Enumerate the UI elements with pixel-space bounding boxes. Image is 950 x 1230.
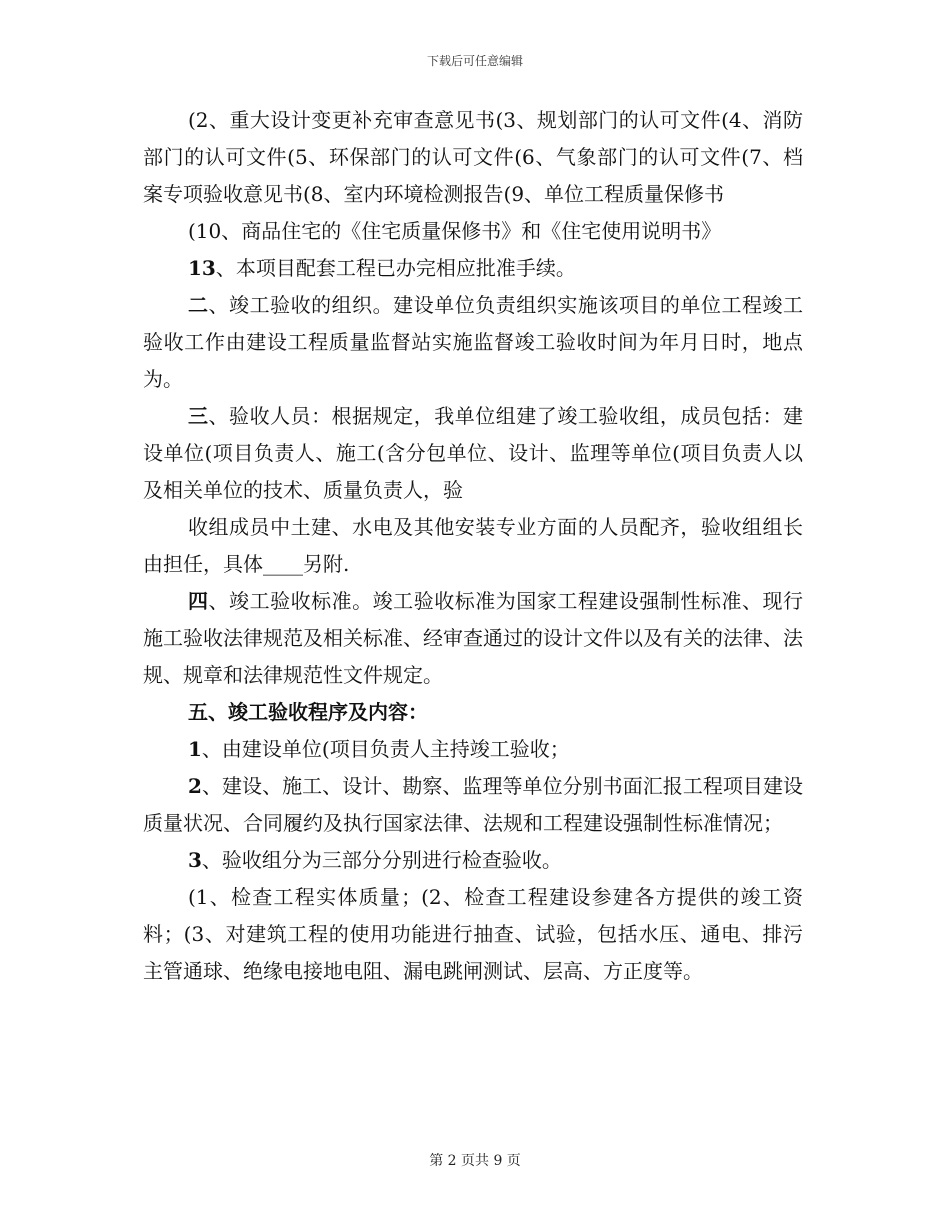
paragraph-approval-documents: (2、重大设计变更补充审查意见书(3、规划部门的认可文件(4、消防部门的认可文件(5、环保部门的认可文件(6、气象部门的认可文件(7、档案专项验收意见书(8、室内环境检测报告(9、单位工程质量保修书	[143, 108, 803, 206]
step-number: 1	[188, 737, 202, 761]
paragraph-item-13	[143, 250, 803, 287]
section-3-personnel	[143, 398, 803, 509]
item-number: 13	[188, 256, 216, 280]
paragraph-text: 、竣工验收的组织。建设单位负责组织实施该项目的单位工程竣工验收工作由建设工程质量监督站实施监督竣工验收时间为年月日时，地点为。	[143, 293, 804, 391]
page-footer: 第 2 页共 9 页	[429, 1153, 521, 1169]
document-body	[143, 102, 803, 990]
step-number: 2	[188, 774, 202, 798]
paragraph-team-members: 收组成员中土建、水电及其他安装专业方面的人员配齐，验收组组长由担任，具体____另附.	[143, 515, 803, 576]
page-header: 下载后可任意编辑	[426, 54, 523, 68]
paragraph-text: 、建设、施工、设计、勘察、监理等单位分别书面汇报工程项目建设质量状况、合同履约及执行国家法律、法规和工程建设强制性标准情况；	[143, 774, 803, 835]
paragraph-text: 、验收人员：根据规定，我单位组建了竣工验收组，成员包括：建设单位(项目负责人、施工(含分包单位、设计、监理等单位(项目负责人以及相关单位的技术、质量负责人，验	[143, 404, 804, 502]
paragraph-text: 、由建设单位(项目负责人主持竣工验收；	[201, 737, 570, 761]
step-1	[143, 731, 803, 768]
section-number: 三	[188, 404, 209, 428]
section-number: 四	[188, 589, 209, 613]
section-4-standards	[143, 583, 803, 694]
step-2	[143, 768, 803, 842]
section-number: 二	[188, 293, 209, 317]
step-3	[143, 842, 803, 879]
paragraph-text: 、竣工验收标准。竣工验收标准为国家工程建设强制性标准、现行施工验收法律规范及相关标准、经审查通过的设计文件以及有关的法律、法规、规章和法律规范性文件规定。	[143, 589, 804, 687]
paragraph-text: 、本项目配套工程已办完相应批准手续。	[215, 256, 576, 280]
paragraph-inspection-items: (1、检查工程实体质量；(2、检查工程建设参建各方提供的竣工资料；(3、对建筑工程的使用功能进行抽查、试验，包括水压、通电、排污主管通球、绝缘电接地电阻、漏电跳闸测试、层高、方正度等。	[143, 885, 803, 983]
step-number: 3	[188, 848, 202, 872]
paragraph-housing-docs: (10、商品住宅的《住宅质量保修书》和《住宅使用说明书》	[188, 219, 722, 243]
paragraph-text: 、验收组分为三部分分别进行检查验收。	[201, 848, 562, 872]
section-2-organization	[143, 287, 803, 398]
section-5-heading: 五、竣工验收程序及内容：	[188, 700, 428, 724]
